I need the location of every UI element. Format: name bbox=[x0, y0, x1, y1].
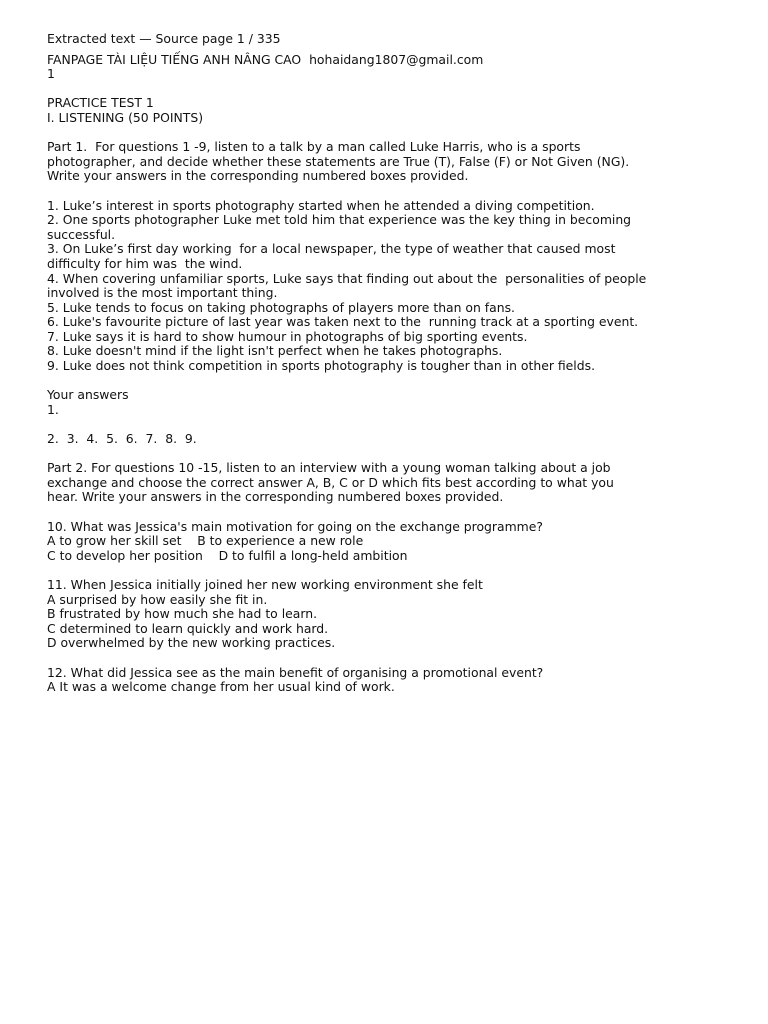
page-number: 1 bbox=[47, 66, 55, 82]
question-10-options: A to grow her skill set B to experience a new role bbox=[47, 533, 364, 549]
question-11-option: A surprised by how easily she fit in. bbox=[47, 591, 268, 607]
part2-instructions-line: Part 2. For questions 10 -15, listen to an interview with a young woman talking about a job bbox=[47, 460, 611, 476]
part2-instructions-line: exchange and choose the correct answer A, B, C or D which fits best according to what you bbox=[47, 474, 614, 490]
answers-label: Your answers bbox=[47, 387, 129, 403]
statement-line: difficulty for him was the wind. bbox=[47, 255, 243, 271]
statement-line: 8. Luke doesn't mind if the light isn't perfect when he takes photographs. bbox=[47, 343, 503, 359]
question-11: 11. When Jessica initially joined her new working environment she felt bbox=[47, 576, 483, 592]
statement-line: involved is the most important thing. bbox=[47, 285, 278, 301]
statement-line: 1. Luke’s interest in sports photography started when he attended a diving competition. bbox=[47, 197, 595, 213]
question-10: 10. What was Jessica's main motivation for going on the exchange programme? bbox=[47, 518, 543, 534]
extracted-source-header: Extracted text — Source page 1 / 335 bbox=[47, 31, 281, 46]
statement-line: successful. bbox=[47, 226, 116, 242]
answer-numbers-row: 2. 3. 4. 5. 6. 7. 8. 9. bbox=[47, 431, 197, 447]
question-11-option: D overwhelmed by the new working practices. bbox=[47, 635, 336, 651]
question-10-options: C to develop her position D to fulfil a long-held ambition bbox=[47, 547, 408, 563]
part1-instructions-line: photographer, and decide whether these statements are True (T), False (F) or Not Given (NG). bbox=[47, 153, 630, 169]
statement-line: 7. Luke says it is hard to show humour in photographs of big sporting events. bbox=[47, 328, 528, 344]
test-title: PRACTICE TEST 1 bbox=[47, 95, 154, 111]
part1-instructions-line: Write your answers in the corresponding numbered boxes provided. bbox=[47, 168, 469, 184]
document-page bbox=[47, 32, 747, 695]
section-heading: I. LISTENING (50 POINTS) bbox=[47, 109, 204, 125]
part2-instructions-line: hear. Write your answers in the corresponding numbered boxes provided. bbox=[47, 489, 504, 505]
question-12: 12. What did Jessica see as the main benefit of organising a promotional event? bbox=[47, 664, 544, 680]
answer-number: 1. bbox=[47, 401, 59, 417]
statement-line: 4. When covering unfamiliar sports, Luke says that finding out about the personalities of people bbox=[47, 270, 647, 286]
question-12-option: A It was a welcome change from her usual kind of work. bbox=[47, 679, 395, 695]
question-11-option: B frustrated by how much she had to learn. bbox=[47, 606, 318, 622]
statement-line: 6. Luke's favourite picture of last year was taken next to the running track at a sporting event. bbox=[47, 314, 639, 330]
statement-line: 5. Luke tends to focus on taking photographs of players more than on fans. bbox=[47, 299, 515, 315]
statement-line: 9. Luke does not think competition in sports photography is tougher than in other fields. bbox=[47, 358, 596, 374]
statement-line: 2. One sports photographer Luke met told him that experience was the key thing in becoming bbox=[47, 212, 632, 228]
question-11-option: C determined to learn quickly and work hard. bbox=[47, 620, 329, 636]
fanpage-header: FANPAGE TÀI LIỆU TIẾNG ANH NÂNG CAO hohaidang1807@gmail.com bbox=[47, 51, 484, 67]
part1-instructions-line: Part 1. For questions 1 -9, listen to a talk by a man called Luke Harris, who is a sports bbox=[47, 139, 581, 155]
statement-line: 3. On Luke’s first day working for a local newspaper, the type of weather that caused most bbox=[47, 241, 616, 257]
